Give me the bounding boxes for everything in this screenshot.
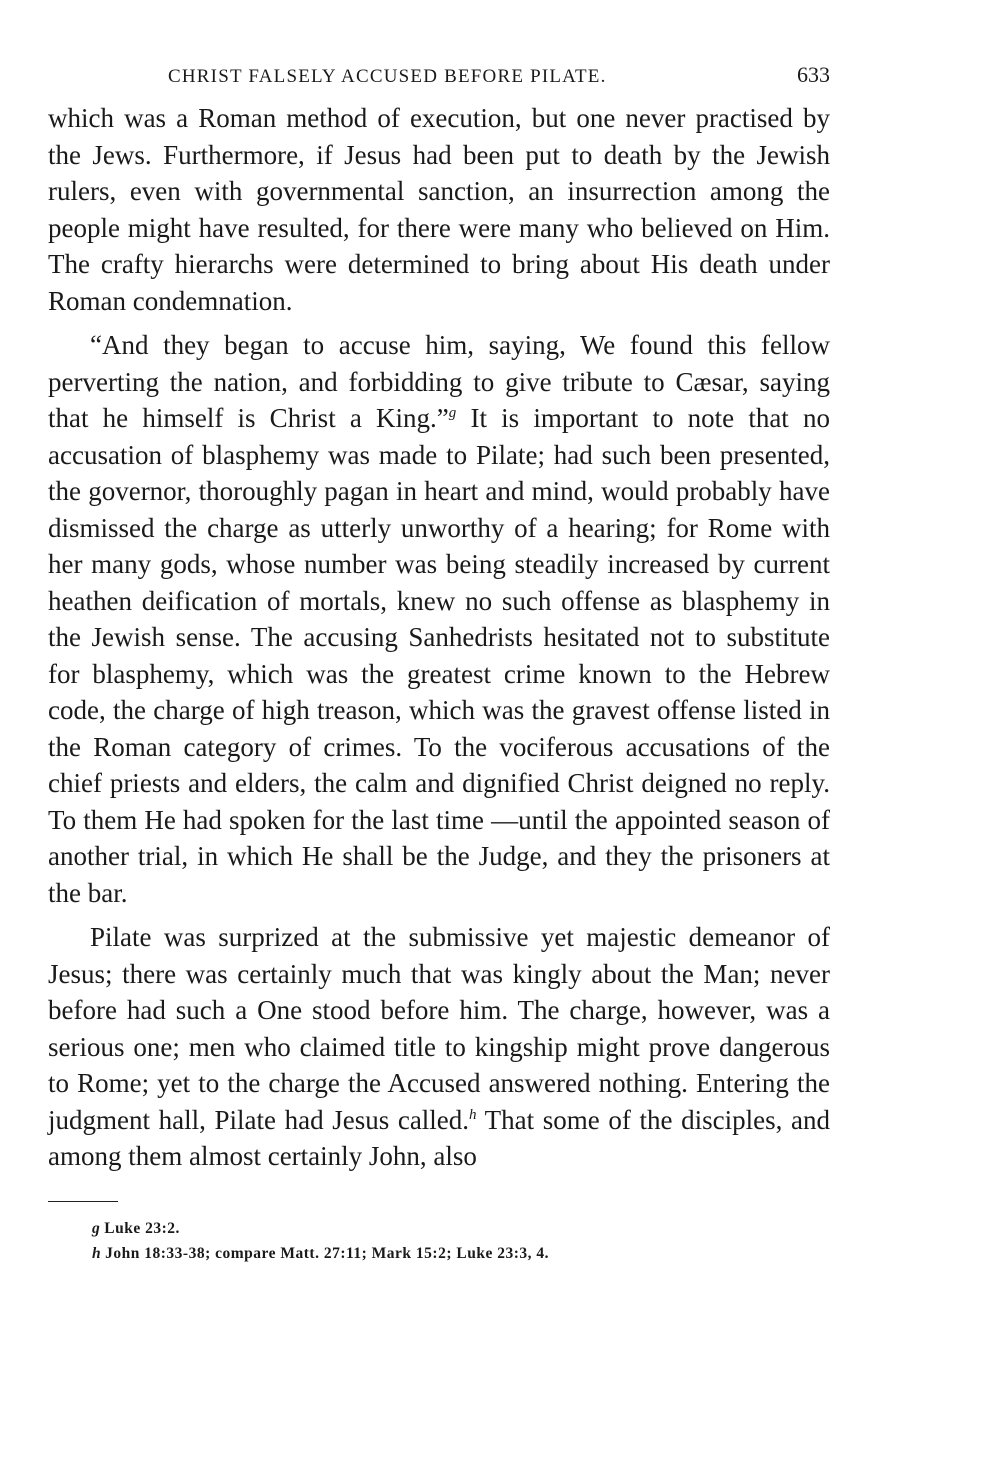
footnote-marker-h: h — [92, 1244, 102, 1262]
footnote-text-h: John 18:33-38; compare Matt. 27:11; Mark 15:2; Luke 23:3, 4. — [105, 1244, 549, 1262]
paragraph-2-text-after: It is important to note that no accusation of blasphemy was made to Pilate; had such been presented, the governor, thoroughly pagan in heart and mind, would probably have dismissed the charge as utterly unworthy of a hearing; for Rome with her many gods, whose number was being steadily increased by current heathen deification of mortals, knew no such offense as blasphemy in the Jewish sense. The accusing Sanhedrists hesitated not to substitute for blasphemy, which was the greatest crime known to the Hebrew code, the charge of high treason, which was the gravest offense listed in the Roman category of crimes. To the vociferous accusations of the chief priests and elders, the calm and dignified Christ deigned no reply. To them He had spoken for the last time —until the appointed season of another trial, in which He shall be the Judge, and they the prisoners at the bar. — [48, 403, 830, 908]
page-number: 633 — [797, 62, 830, 87]
paragraph-2 — [48, 327, 830, 911]
paragraph-3 — [48, 919, 830, 1175]
footnote-g — [48, 1216, 830, 1241]
footnote-ref-g[interactable]: g — [448, 405, 457, 421]
book-page — [48, 60, 830, 1266]
footnote-marker-g: g — [92, 1219, 101, 1237]
running-head — [48, 60, 830, 100]
paragraph-2-text-before: “And they began to accuse him, saying, We found this fellow perverting the nation, and forbidding to give tribute to Cæsar, saying that he himself is Christ a King.” — [48, 330, 830, 433]
footnote-divider — [48, 1201, 118, 1202]
paragraph-1-text: which was a Roman method of execution, but one never practised by the Jews. Furthermore, if Jesus had been put to death by the Jewish rulers, even with governmental sanction, an insurrection among the people might have resulted, for there were many who believed on Him. The crafty hierarchs were determined to bring about His death under Roman condemnation. — [48, 103, 830, 316]
footnote-text-g: Luke 23:2. — [104, 1219, 180, 1237]
footnote-h — [48, 1241, 830, 1266]
running-title: CHRIST FALSELY ACCUSED BEFORE PILATE. — [168, 66, 607, 87]
paragraph-3-text-after: That some of the disciples, and among them almost certainly John, also — [48, 1104, 830, 1171]
paragraph-3-text-before: Pilate was surprized at the submissive yet majestic demeanor of Jesus; there was certainly much that was kingly about the Man; never before had such a One stood before him. The charge, however, was a serious one; men who claimed title to kingship might prove dangerous to Rome; yet to the charge the Accused answered nothing. Entering the judgment hall, Pilate had Jesus called. — [48, 922, 830, 1135]
paragraph-1 — [48, 100, 830, 319]
footnote-ref-h[interactable]: h — [469, 1106, 477, 1123]
